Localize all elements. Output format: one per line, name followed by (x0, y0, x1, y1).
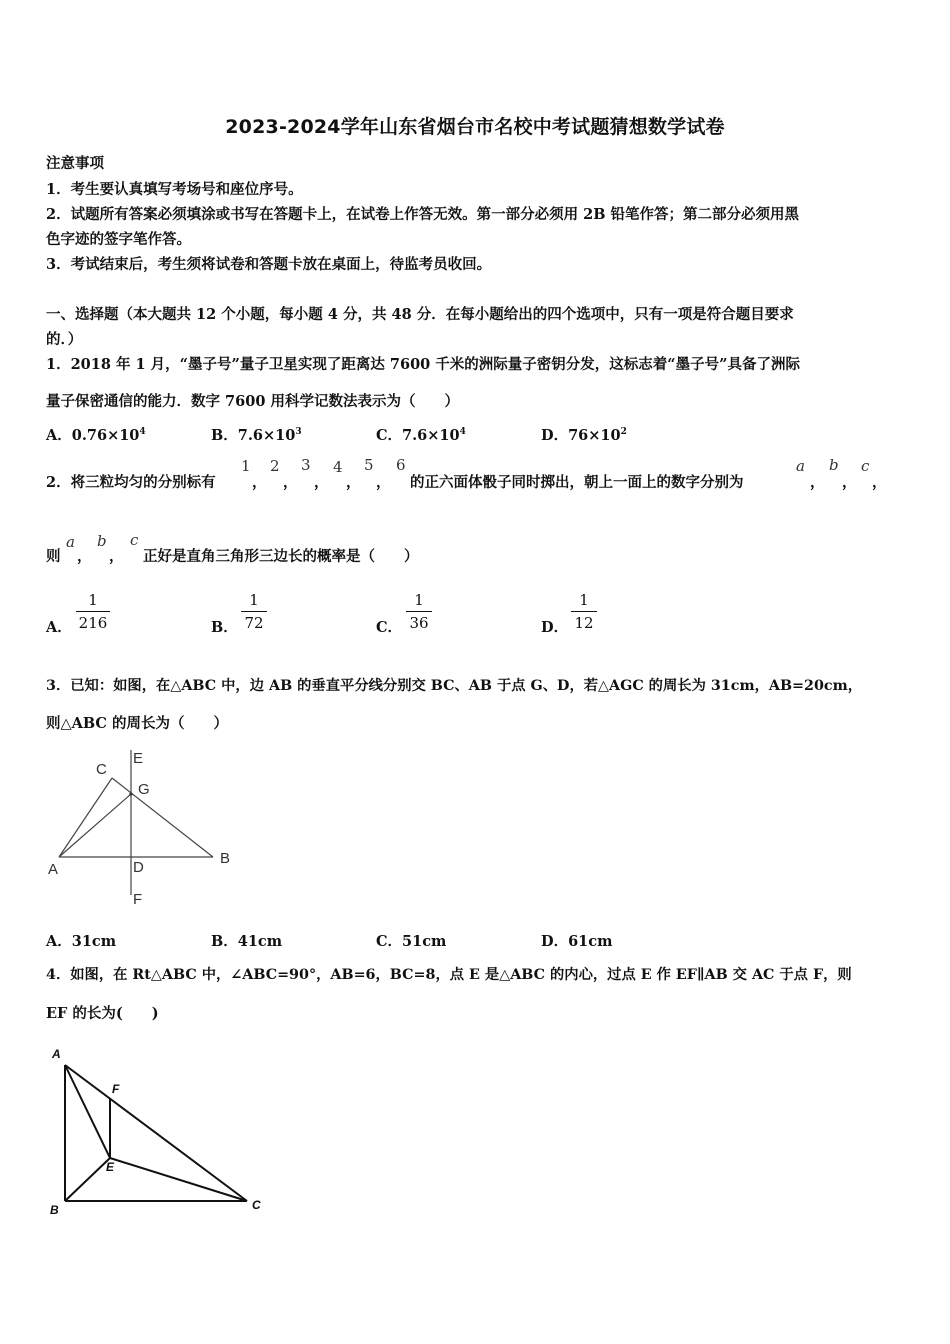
q1-option-b: B．$7.6\times 10^3$ (211, 427, 302, 444)
q4-text-cont: EF 的长为( ) (46, 1005, 159, 1022)
q2-middle: 的正六面体骰子同时掷出，朝上一面上的数字分别为 (410, 474, 744, 491)
q3-label-f: F (133, 891, 143, 908)
q2-option-d-fraction: 1 12 (571, 590, 597, 633)
q2-var-b: b (829, 456, 839, 474)
q2-number: 6 (396, 456, 406, 474)
q4-label-f: F (112, 1082, 120, 1096)
q2-option-c-label: C． (376, 619, 403, 636)
q3-label-c: C (96, 761, 107, 778)
q2-line2-prefix: 则 (46, 548, 61, 565)
notice-item: 色字迹的签字笔作答。 (46, 231, 191, 248)
q2-number: 3 (301, 456, 311, 474)
q2-comma: ， (842, 474, 857, 491)
q2-comma: ， (872, 474, 887, 491)
q3-label-e: E (133, 750, 144, 767)
notice-item: 3．考试结束后，考生须将试卷和答题卡放在桌面上，待监考员收回。 (46, 256, 492, 273)
q1-option-d: D．$76\times 10^2$ (541, 427, 627, 444)
notice-heading: 注意事项 (46, 155, 104, 172)
q4-text: 4．如图，在 Rt△ABC 中，∠ABC=90°，AB=6，BC=8，点 E 是△ABC 的内心，过点 E 作 EF∥AB 交 AC 于点 F，则 (46, 967, 852, 983)
q2-comma: ， (283, 474, 298, 491)
q3-label-d: D (133, 859, 144, 876)
q2-line2-suffix: 正好是直角三角形三边长的概率是（ ） (143, 548, 419, 565)
q2-option-c-fraction: 1 36 (406, 590, 432, 633)
page-title: 2023-2024学年山东省烟台市名校中考试题猜想数学试卷 (225, 116, 725, 138)
q1-text-cont: 量子保密通信的能力．数字 7600 用科学记数法表示为（ ） (46, 393, 459, 410)
q2-var-a: a (796, 457, 805, 475)
q4-figure (40, 1040, 280, 1225)
q4-label-a: A (52, 1047, 61, 1061)
section-heading: 一、选择题（本大题共 12 个小题，每小题 4 分，共 48 分．在每小题给出的四个选项中，只有一项是符合题目要求 (46, 306, 794, 323)
q3-label-g: G (138, 781, 150, 798)
q1-option-c: C．$7.6\times 10^4$ (376, 427, 466, 444)
q2-comma: ， (346, 474, 361, 491)
q1-option-a: A．$0.76\times 10^4$ (46, 427, 146, 444)
q2-prefix: 2．将三粒均匀的分别标有 (46, 474, 216, 491)
q2-number: 5 (364, 456, 374, 474)
q2-var-c: c (861, 457, 870, 475)
q2-option-b-label: B． (211, 619, 238, 636)
q3-option-d: D．61cm (541, 933, 613, 950)
q2-number: 2 (270, 457, 280, 475)
q2-comma: ， (810, 474, 825, 491)
q2-var-b: b (97, 532, 107, 550)
q2-option-b-fraction: 1 72 (241, 590, 267, 633)
q2-comma: ， (376, 474, 391, 491)
q2-option-a-label: A． (46, 619, 72, 636)
q2-option-d-label: D． (541, 619, 569, 636)
q4-label-e: E (106, 1160, 115, 1174)
notice-item: 1．考生要认真填写考场号和座位序号。 (46, 181, 303, 198)
q2-option-a-fraction: 1 216 (76, 590, 110, 633)
q1-text: 1．2018 年 1 月，“墨子号”量子卫星实现了距离达 7600 千米的洲际量子密钥分发，这标志着“墨子号”具备了洲际 (46, 356, 800, 373)
q3-option-c: C．51cm (376, 933, 447, 950)
section-heading-cont: 的．） (46, 331, 83, 348)
q2-var-a: a (66, 533, 75, 551)
q3-label-b: B (220, 850, 231, 867)
q3-label-a: A (48, 861, 59, 878)
q2-comma: ， (252, 474, 267, 491)
q4-label-c: C (252, 1198, 261, 1212)
q3-option-a: A．31cm (46, 933, 117, 950)
notice-item: 2．试题所有答案必须填涂或书写在答题卡上，在试卷上作答无效。第一部分必须用 2B 铅笔作答；第二部分必须用黑 (46, 206, 800, 223)
q2-comma: ， (314, 474, 329, 491)
q2-comma: ， (109, 548, 124, 565)
q2-number: 4 (333, 458, 343, 476)
q2-number: 1 (241, 457, 251, 475)
q2-var-c: c (130, 531, 139, 549)
q4-label-b: B (50, 1203, 59, 1217)
q3-option-b: B．41cm (211, 933, 283, 950)
q3-text-cont: 则△ABC 的周长为（ ） (46, 715, 229, 732)
q3-text: 3．已知：如图，在△ABC 中，边 AB 的垂直平分线分别交 BC、AB 于点 G、D，若△AGC 的周长为 31cm，AB=20cm， (46, 678, 863, 694)
q2-comma: ， (77, 548, 92, 565)
q3-figure (40, 745, 250, 915)
